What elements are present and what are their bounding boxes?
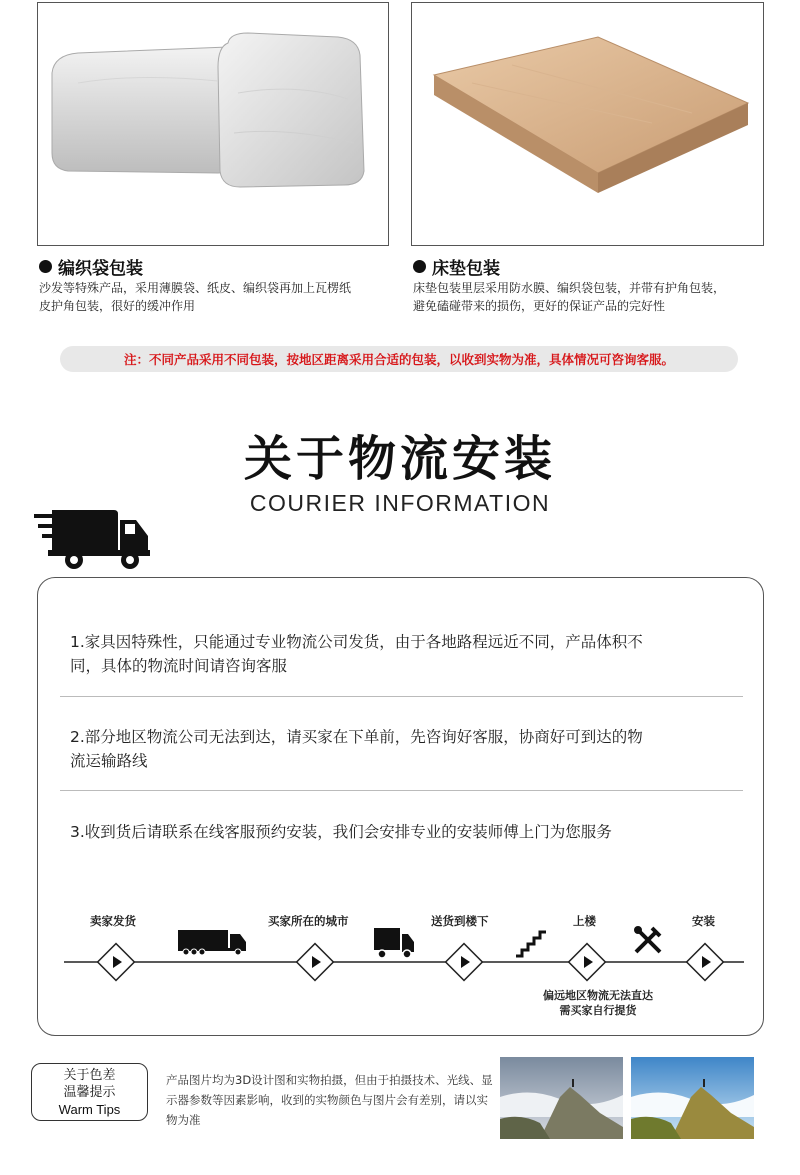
courier-info-item-3-line1: 3.收到货后请联系在线客服预约安装，我们会安排专业的安装师傅上门为您服务 bbox=[70, 823, 612, 841]
play-diamond-icon bbox=[687, 944, 724, 981]
courier-info-item-2-line1: 2.部分地区物流公司无法到达，请买家在下单前，先咨询好客服，协商好可到达的物 bbox=[70, 728, 643, 746]
woven-bag-desc-line1: 沙发等特殊产品，采用薄膜袋、纸皮、编织袋再加上瓦楞纸 bbox=[39, 281, 352, 295]
mattress-description bbox=[413, 279, 788, 315]
flow-step-buyer-city: 买家所在的城市 bbox=[268, 914, 349, 928]
delivery-flow bbox=[38, 578, 765, 1037]
woven-bag-image bbox=[38, 3, 389, 246]
courier-info-item-1-line1: 1.家具因特殊性，只能通过专业物流公司发货，由于各地路程远近不同，产品体积不 bbox=[70, 633, 643, 651]
warm-tips-label-line1: 关于色差 bbox=[63, 1068, 116, 1083]
packaging-notice: 注：不同产品采用不同包装，按地区距离采用合适的包装，以收到实物为准，具体情况可咨询客服。 bbox=[60, 346, 738, 372]
flow-note-line1: 偏远地区物流无法直达 bbox=[543, 989, 653, 1002]
courier-info-card bbox=[37, 577, 764, 1036]
flow-note-line2: 需买家自行提货 bbox=[559, 1004, 637, 1017]
woven-bag-desc-line2: 皮护角包装，很好的缓冲作用 bbox=[39, 299, 196, 313]
flow-step-seller-ship: 卖家发货 bbox=[90, 914, 136, 928]
mattress-title bbox=[413, 254, 500, 279]
woven-bag-description bbox=[39, 279, 399, 315]
mattress-title-text: 床垫包装 bbox=[432, 259, 500, 279]
mattress-desc-line1: 床垫包装里层采用防水膜、编织袋包装，并带有护角包装， bbox=[413, 281, 726, 295]
woven-bag-photo bbox=[37, 2, 389, 246]
color-sample-photo-1 bbox=[500, 1057, 623, 1139]
tools-icon bbox=[634, 926, 660, 952]
bullet-dot-icon bbox=[39, 260, 52, 273]
small-truck-icon bbox=[374, 928, 414, 958]
courier-info-item-1-line2: 同，具体的物流时间请咨询客服 bbox=[70, 657, 288, 675]
flow-graphics bbox=[38, 578, 765, 1037]
courier-info-item-2-line2: 流运输路线 bbox=[70, 752, 148, 770]
courier-title: 关于物流安装 bbox=[243, 431, 556, 487]
woven-bag-title-text: 编织袋包装 bbox=[58, 259, 143, 279]
mattress-package-image bbox=[412, 3, 764, 246]
mattress-package-photo bbox=[411, 2, 764, 246]
courier-subtitle: COURIER INFORMATION bbox=[249, 490, 551, 516]
play-diamond-icon bbox=[297, 944, 334, 981]
flow-note bbox=[508, 988, 688, 1018]
warm-tips-label-line2: 温馨提示 bbox=[63, 1085, 116, 1100]
truck-icon bbox=[178, 930, 246, 955]
flow-step-install: 安装 bbox=[692, 914, 715, 928]
stairs-icon bbox=[516, 932, 546, 956]
play-diamond-icon bbox=[446, 944, 483, 981]
mattress-desc-line2: 避免磕碰带来的损伤，更好的保证产品的完好性 bbox=[413, 299, 666, 313]
play-diamond-icon bbox=[98, 944, 135, 981]
flow-step-downstairs: 送货到楼下 bbox=[431, 914, 489, 928]
play-diamond-icon bbox=[569, 944, 606, 981]
woven-bag-title bbox=[39, 254, 143, 279]
truck-speed-icon bbox=[32, 506, 152, 572]
warm-tips-text: 产品图片均为3D设计图和实物拍摄，但由于拍摄技术、光线、显示器参数等因素影响，收到的实物颜色与图片会有差别，请以实物为准 bbox=[166, 1073, 493, 1127]
flow-step-upstairs: 上楼 bbox=[573, 914, 596, 928]
warm-tips-label-line3: Warm Tips bbox=[58, 1102, 121, 1117]
bullet-dot-icon bbox=[413, 260, 426, 273]
warm-tips-label bbox=[31, 1063, 148, 1121]
color-sample-photo-2 bbox=[631, 1057, 754, 1139]
